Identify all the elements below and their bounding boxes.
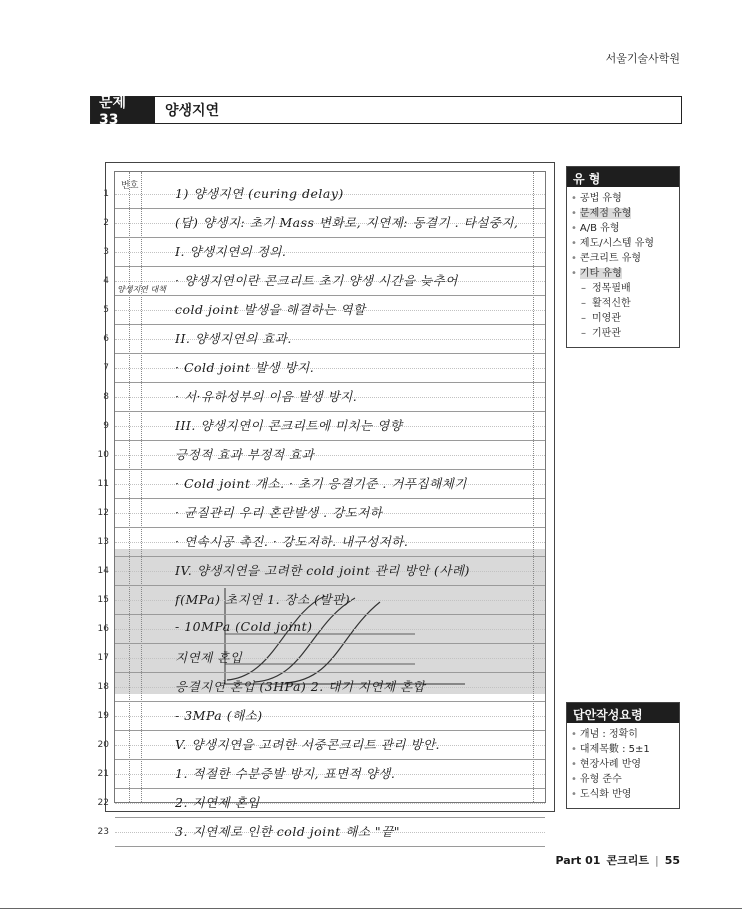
guide-panel: [566, 702, 680, 809]
sheet-row: [97, 818, 545, 847]
problem-title: 양생지연: [165, 103, 220, 119]
problem-number: 문제 33: [91, 97, 155, 123]
row-number: 23: [97, 827, 109, 837]
footer-part: Part 01: [555, 853, 601, 867]
footer-separator: |: [654, 853, 659, 867]
handwritten-line: II. 양생지연의 효과.: [175, 331, 292, 346]
row-number: 18: [97, 682, 109, 692]
type-item-label: 문제점 유형: [579, 208, 632, 219]
sheet-row: [97, 673, 545, 702]
handwritten-line: 1) 양생지연 (curing delay): [175, 186, 344, 201]
row-number: 7: [103, 363, 109, 373]
sheet-row: [97, 528, 545, 557]
type-item-label: 콘크리트 유형: [579, 253, 642, 264]
handwritten-line: - 10MPa (Cold joint): [175, 619, 313, 634]
row-number: 15: [97, 595, 109, 605]
sheet-row: [103, 325, 545, 354]
number-label: 번호: [121, 181, 139, 191]
row-number: 4: [103, 276, 109, 286]
sheet-row: [103, 383, 545, 412]
type-panel-heading: 유 형: [567, 167, 679, 187]
row-number: 11: [97, 479, 109, 489]
sheet-row: [97, 789, 545, 818]
row-number: 1: [103, 189, 109, 199]
problem-title-bar: [90, 95, 682, 128]
row-number: 3: [103, 247, 109, 257]
handwritten-line: · 양생지연이란 콘크리트 초기 양생 시간을 늦추어: [175, 273, 458, 288]
sheet-row: [97, 644, 545, 673]
handwritten-line: f(MPa) 초지연 1. 장소 (발판): [175, 592, 351, 607]
handwritten-line: 지연제 혼입: [175, 650, 243, 665]
guide-item: • 대제목數 : 5±1: [571, 742, 675, 757]
guide-item: • 개념 : 정확히: [571, 727, 675, 742]
handwritten-line: 2. 지연제 혼입: [175, 795, 260, 810]
handwritten-line: cold joint 발생을 해결하는 역할: [175, 302, 366, 317]
row-number: 19: [97, 711, 109, 721]
page-footer: [555, 852, 680, 868]
row-number: 14: [97, 566, 109, 576]
row-number: 12: [97, 508, 109, 518]
handwritten-line: I. 양생지연의 정의.: [175, 244, 287, 259]
type-item: [571, 236, 675, 251]
guide-item: • 유형 준수: [571, 772, 675, 787]
type-item-label: 제도/시스템 유형: [579, 238, 655, 249]
row-number: 10: [97, 450, 109, 460]
type-item: [571, 206, 675, 221]
row-number: 2: [103, 218, 109, 228]
sheet-row: [103, 412, 545, 441]
handwritten-line: · 균질관리 우리 혼란발생 . 강도저하: [175, 505, 383, 520]
row-number: 22: [97, 798, 109, 808]
sheet-row: [97, 760, 545, 789]
footer-section: 콘크리트: [606, 854, 649, 867]
handwritten-line: 1. 적절한 수분증발 방지, 표면적 양생.: [175, 766, 396, 781]
type-sub-item: – 활적신한: [571, 296, 675, 311]
type-item: [571, 191, 675, 206]
sheet-row: [103, 354, 545, 383]
type-list: [567, 187, 679, 347]
sheet-row: [97, 441, 545, 470]
sheet-row: [97, 702, 545, 731]
type-item: [571, 221, 675, 236]
sheet-row: [103, 267, 545, 296]
row-number: 6: [103, 334, 109, 344]
type-sub-item: – 기판관: [571, 326, 675, 341]
sheet-row: [103, 238, 545, 267]
handwritten-line: - 3MPa (해소): [175, 708, 263, 723]
row-number: 13: [97, 537, 109, 547]
sheet-row: [103, 296, 545, 325]
handwritten-line: 긍정적 효과 부정적 효과: [175, 447, 315, 462]
bottom-rule: [0, 908, 742, 909]
handwritten-line: 응결지연 혼입 (3HPa) 2. 대기 지연제 혼합: [175, 679, 426, 694]
type-item-label: A/B 유형: [579, 223, 620, 234]
handwritten-line: V. 양생지연을 고려한 서중콘크리트 관리 방안.: [175, 737, 441, 752]
handwritten-line: · 서·유하성부의 이음 발생 방지.: [175, 389, 358, 404]
type-sub-item: – 미영관: [571, 311, 675, 326]
guide-item: • 현장사례 반영: [571, 757, 675, 772]
sheet-row: [97, 615, 545, 644]
handwritten-line: III. 양생지연이 콘크리트에 미치는 영향: [175, 418, 403, 433]
margin-note: 양생지연 대책: [117, 285, 166, 294]
sheet-row: [97, 557, 545, 586]
handwritten-line: IV. 양생지연을 고려한 cold joint 관리 방안 (사례): [175, 563, 470, 578]
guide-item: • 도식화 반영: [571, 787, 675, 802]
type-sub-item: – 정목필배: [571, 281, 675, 296]
sheet-row: [103, 180, 545, 209]
answer-sheet-grid: [97, 171, 546, 839]
row-number: 17: [97, 653, 109, 663]
guide-panel-heading: 답안작성요령: [567, 703, 679, 723]
type-item: [571, 251, 675, 266]
type-item: [571, 266, 675, 281]
institute-name: 서울기술사학원: [605, 52, 680, 65]
handwritten-line: · Cold joint 발생 방지.: [175, 360, 315, 375]
row-number: 5: [103, 305, 109, 315]
handwritten-line: · Cold joint 개소. · 초기 응결기준 . 거푸집해체기: [175, 476, 467, 491]
sheet-row: [103, 209, 545, 238]
handwritten-line: (답) 양생지: 초기 Mass 변화로, 지연제: 동결기 . 타설중지,: [175, 215, 519, 230]
sheet-row: [97, 470, 545, 499]
answer-sheet: [97, 162, 555, 839]
type-item-label: 공법 유형: [579, 193, 622, 204]
row-number: 8: [103, 392, 109, 402]
type-item-label: 기타 유형: [579, 268, 622, 279]
guide-list: [567, 723, 679, 808]
row-number: 21: [97, 769, 109, 779]
sheet-row: [97, 499, 545, 528]
page-number: 55: [664, 853, 680, 867]
row-number: 20: [97, 740, 109, 750]
sheet-row: [97, 586, 545, 615]
sheet-row: [97, 731, 545, 760]
handwritten-line: · 연속시공 촉진. · 강도저하. 내구성저하.: [175, 534, 409, 549]
row-number: 16: [97, 624, 109, 634]
row-number: 9: [103, 421, 109, 431]
handwritten-line: 3. 지연제로 인한 cold joint 해소 "끝": [175, 824, 400, 839]
type-panel: [566, 166, 680, 348]
